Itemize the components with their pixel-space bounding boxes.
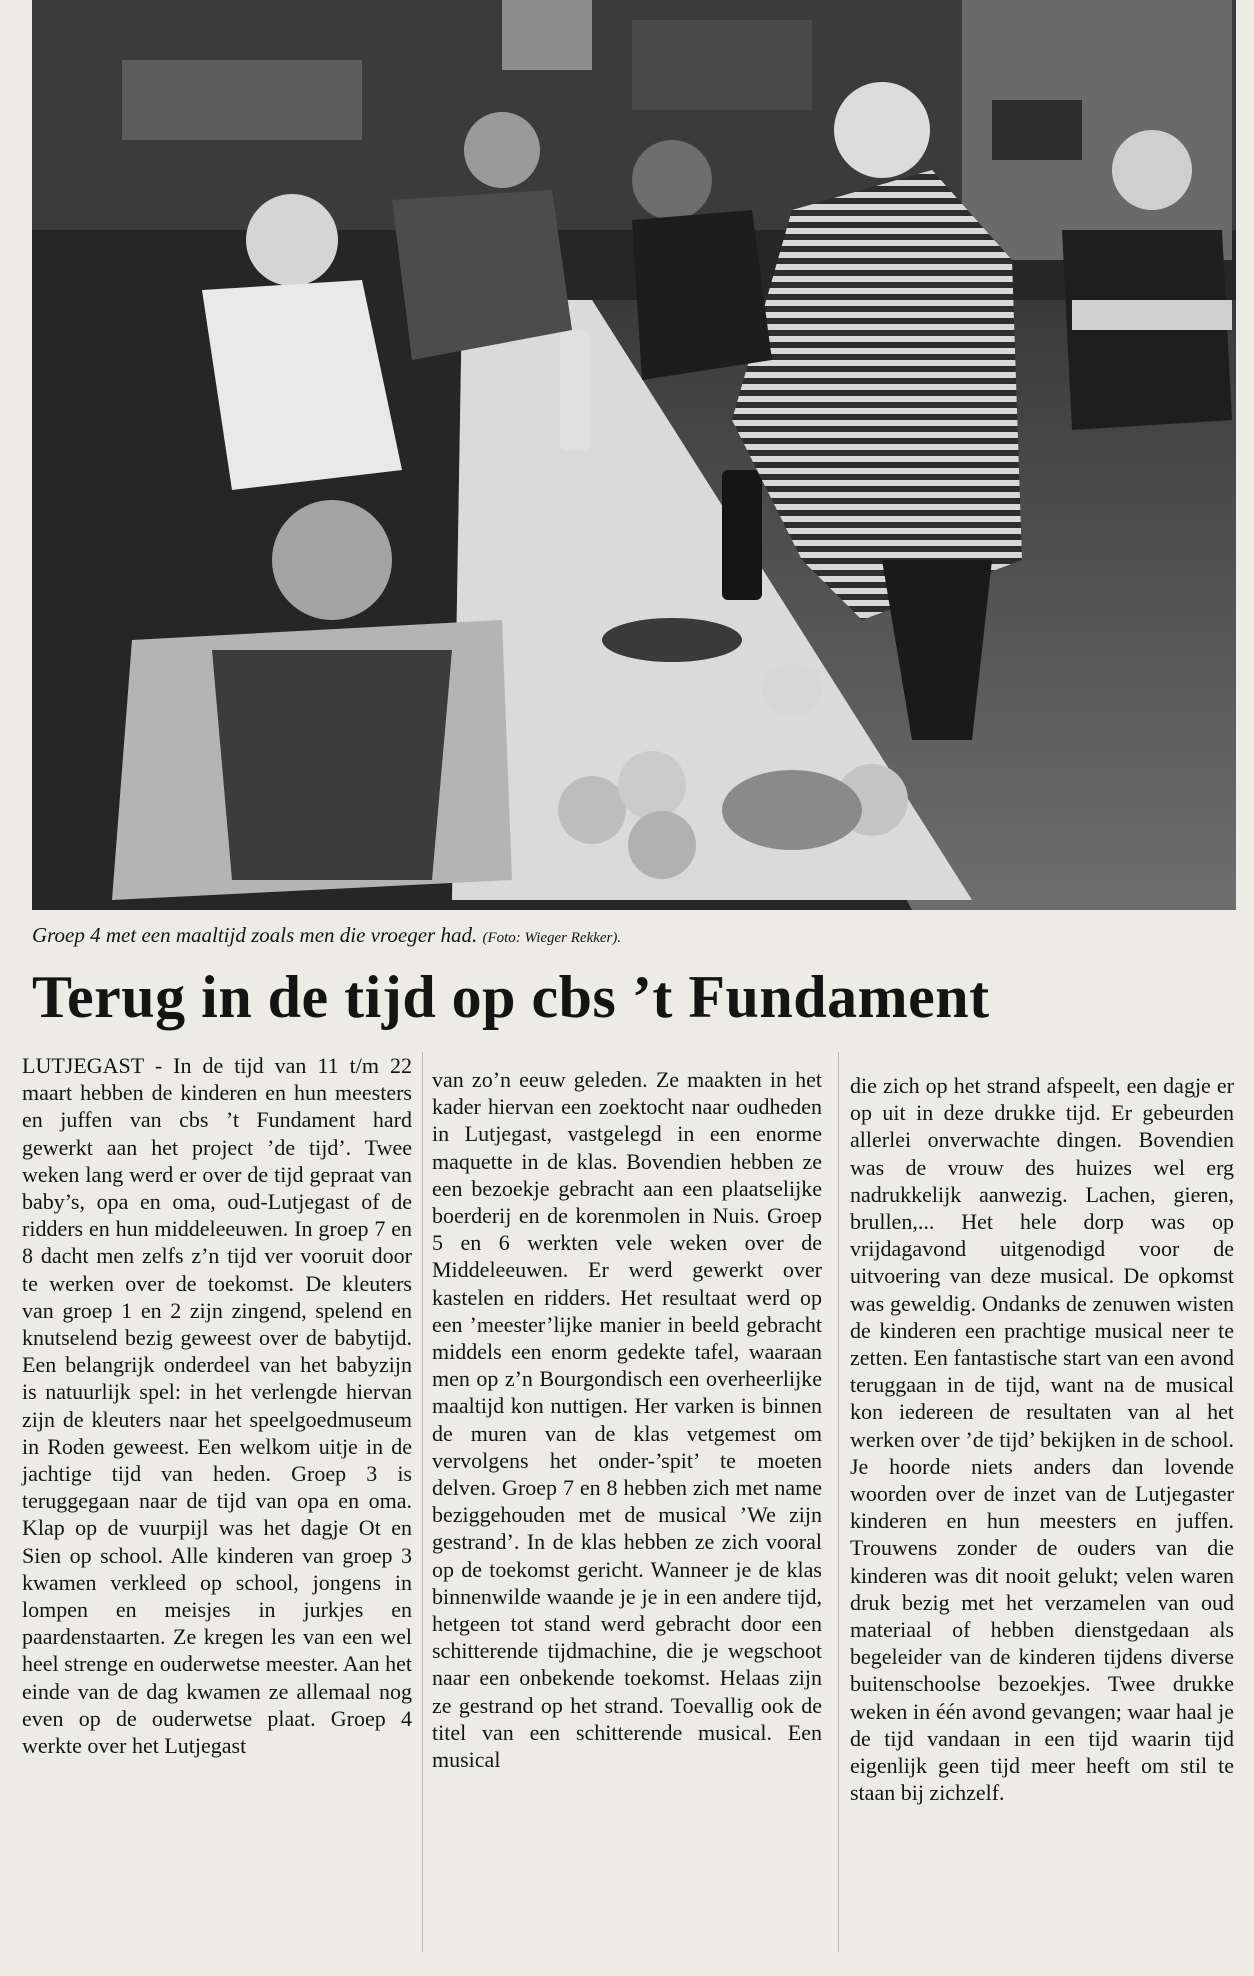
photo-credit: (Foto: Wieger Rekker). [482,930,622,946]
article-body [22,1052,1234,1976]
column-divider [422,1052,423,1952]
photo-illustration [32,0,1236,910]
article-headline: Terug in de tijd op cbs ’t Fundament [32,964,990,1030]
article-column-2 [432,1066,822,1773]
article-photo [32,0,1236,910]
article-column-1 [22,1052,412,1759]
column-divider [838,1052,839,1952]
column-1-text: LUTJEGAST - In de tijd van 11 t/m 22 maart hebben de kinderen en hun meesters en juffen van cbs ’t Fundament hard gewerkt aan het project ’de tijd’. Twee weken lang werd er over de tijd gepraat van baby’s, opa en oma, oud-Lutjegast of de ridders en hun middeleeuwen. In groep 7 en 8 dacht men zelfs z’n tijd ver vooruit door te werken over de toekomst. De kleuters van groep 1 en 2 zijn zingend, spelend en knutselend bezig geweest over de babytijd. Een belangrijk onderdeel van het babyzijn is natuurlijk spel: in het verlengde hiervan zijn de kleuters naar het speelgoedmuseum in Roden geweest. Een welkom uitje in de jachtige tijd van heden. Groep 3 is teruggegaan naar de tijd van opa en oma. Klap op de vuurpijl was het dagje Ot en Sien op school. Alle kinderen van groep 3 kwamen verkleed op school, jongens in lompen en meisjes in jurkjes en paardenstaarten. Ze kregen les van een wel heel strenge en ouderwetse meester. Aan het einde van de dag kwamen ze allemaal nog even op de ouderwetse plaat. Groep 4 werkte over het Lutjegast [22,1053,412,1759]
photo-caption [32,922,1232,951]
column-3-text: die zich op het strand afspeelt, een dagje er op uit in deze drukke tijd. Er gebeurden allerlei onverwachte dingen. Bovendien was de vrouw des huizes wel erg nadrukkelijk aanwezig. Lachen, gieren, brullen,... Het hele dorp was op vrijdagavond uitgenodigd voor de uitvoering van deze musical. De opkomst was geweldig. Ondanks de zenuwen wisten de kinderen een prachtige musical neer te zetten. Een fantastische start van een avond teruggaan in de tijd, want na de musical kon iedereen de resultaten van al het werken over ’de tijd’ bekijken in de school. Je hoorde niets anders dan lovende woorden over de inzet van de Lutjegaster kinderen en hun meesters en juffen. Trouwens zonder de ouders van die kinderen was dit nooit gelukt; velen waren druk bezig met het verzamelen van oud materiaal of hebben dienstgedaan als begeleider van de kinderen tijdens diverse buitenschoolse bezoekjes. Twee drukke weken in één avond gevangen; waar haal je de tijd vandaan in een tijd waarin tijd eigenlijk geen tijd meer heeft om stil te staan bij zichzelf. [850,1073,1234,1806]
article-column-3 [850,1072,1234,1806]
caption-text: Groep 4 met een maaltijd zoals men die vroeger had. [32,923,478,947]
column-2-text: van zo’n eeuw geleden. Ze maakten in het kader hiervan een zoektocht naar oudheden in Lutjegast, vastgelegd in een enorme maquette in de klas. Bovendien hebben ze een bezoekje gebracht aan een plaatselijke boerderij en de korenmolen in Nuis. Groep 5 en 6 werkten vele weken over de Middeleeuwen. Er werd gewerkt over kastelen en ridders. Het resultaat werd op een ’meester’lijke manier in beeld gebracht middels een enorm gedekte tafel, waaraan men op z’n Bourgondisch een overheerlijke maaltijd kon nuttigen. Her varken is binnen de muren van de klas vetgemest om vervolgens het onder-’spit’ te moeten delven. Groep 7 en 8 hebben zich met name beziggehouden met de musical ’We zijn gestrand’. In de klas hebben ze zich vooral op de toekomst gericht. Wanneer je de klas binnenwilde waande je je in een andere tijd, hetgeen tot stand werd gebracht door een schitterende tijdmachine, die je wegschoot naar een onbekende toekomst. Helaas zijn ze gestrand op het strand. Toevallig ook de titel van een schitterende musical. Een musical [432,1067,822,1773]
